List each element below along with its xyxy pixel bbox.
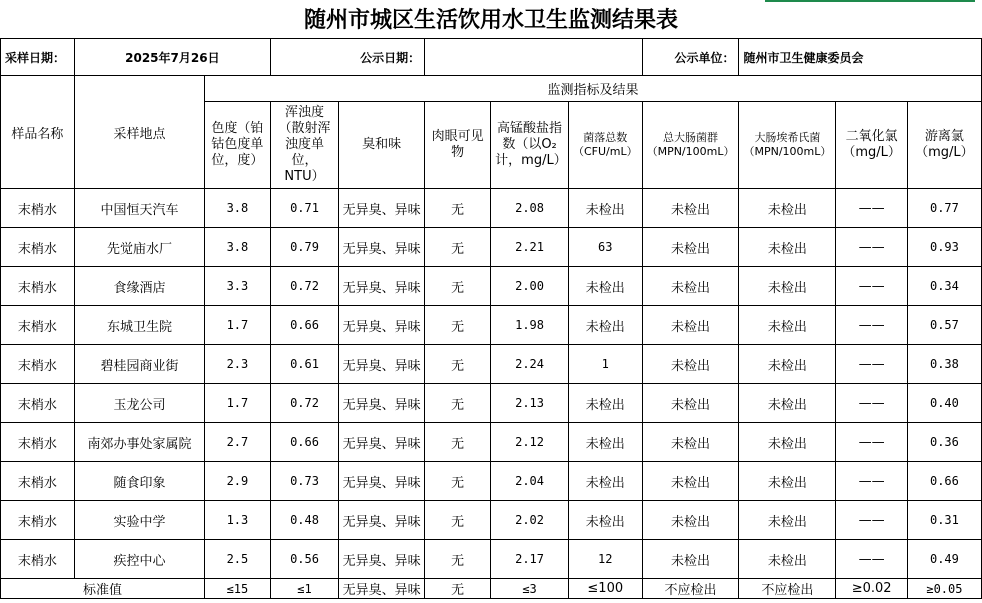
cell-odor: 无异臭、异味 xyxy=(339,384,425,423)
cell-sample-location: 实验中学 xyxy=(74,501,204,540)
cell-total-coliforms: 未检出 xyxy=(642,345,739,384)
cell-e-coli: 未检出 xyxy=(739,501,836,540)
cell-odor: 无异臭、异味 xyxy=(339,228,425,267)
cell-free-chlorine: 0.49 xyxy=(907,540,981,579)
cell-free-chlorine: 0.36 xyxy=(907,423,981,462)
cell-total-coliforms: 未检出 xyxy=(642,540,739,579)
cell-sample-location: 疾控中心 xyxy=(74,540,204,579)
cell-sample-name: 末梢水 xyxy=(1,384,75,423)
cell-sample-location: 随食印象 xyxy=(74,462,204,501)
cell-permanganate-index: 2.04 xyxy=(491,462,569,501)
header-odor: 臭和味 xyxy=(339,102,425,189)
cell-color: 3.8 xyxy=(205,189,271,228)
cell-turbidity: 0.61 xyxy=(270,345,338,384)
cell-free-chlorine: ≥0.05 xyxy=(907,579,981,599)
cell-sample-name: 末梢水 xyxy=(1,306,75,345)
cell-total-coliforms: 未检出 xyxy=(642,384,739,423)
cell-color: 3.8 xyxy=(205,228,271,267)
cell-e-coli: 未检出 xyxy=(739,384,836,423)
meta-row xyxy=(1,39,982,76)
cell-sample-location: 东城卫生院 xyxy=(74,306,204,345)
cell-e-coli: 未检出 xyxy=(739,306,836,345)
cell-color: 1.7 xyxy=(205,384,271,423)
cell-sample-name: 末梢水 xyxy=(1,423,75,462)
cell-free-chlorine: 0.31 xyxy=(907,501,981,540)
cell-total-coliforms: 不应检出 xyxy=(642,579,739,599)
cell-e-coli: 未检出 xyxy=(739,423,836,462)
cell-odor: 无异臭、异味 xyxy=(339,501,425,540)
cell-total-coliforms: 未检出 xyxy=(642,462,739,501)
cell-odor: 无异臭、异味 xyxy=(339,579,425,599)
header-colony-count: 菌落总数（CFU/mL） xyxy=(568,102,642,189)
page-title: 随州市城区生活饮用水卫生监测结果表 xyxy=(0,0,982,39)
cell-colony-count: 未检出 xyxy=(568,501,642,540)
cell-colony-count: 63 xyxy=(568,228,642,267)
cell-e-coli: 未检出 xyxy=(739,189,836,228)
cell-colony-count: 未检出 xyxy=(568,267,642,306)
cell-turbidity: 0.79 xyxy=(270,228,338,267)
cell-free-chlorine: 0.66 xyxy=(907,462,981,501)
cell-colony-count: 未检出 xyxy=(568,462,642,501)
cell-visible-matter: 无 xyxy=(425,189,491,228)
cell-visible-matter: 无 xyxy=(425,306,491,345)
cell-sample-name: 末梢水 xyxy=(1,267,75,306)
cell-color: ≤15 xyxy=(205,579,271,599)
cell-turbidity: 0.72 xyxy=(270,384,338,423)
cell-chlorine-dioxide: —— xyxy=(836,423,907,462)
cell-color: 2.3 xyxy=(205,345,271,384)
cell-odor: 无异臭、异味 xyxy=(339,189,425,228)
table-row xyxy=(1,345,982,384)
cell-sample-name: 末梢水 xyxy=(1,345,75,384)
table-row xyxy=(1,267,982,306)
cell-free-chlorine: 0.34 xyxy=(907,267,981,306)
header-total-coliforms: 总大肠菌群（MPN/100mL） xyxy=(642,102,739,189)
cell-sample-name: 末梢水 xyxy=(1,189,75,228)
cell-e-coli: 未检出 xyxy=(739,462,836,501)
cell-turbidity: 0.56 xyxy=(270,540,338,579)
cell-sample-location: 食缘酒店 xyxy=(74,267,204,306)
cell-turbidity: 0.73 xyxy=(270,462,338,501)
cell-permanganate-index: ≤3 xyxy=(491,579,569,599)
cell-total-coliforms: 未检出 xyxy=(642,423,739,462)
cell-sample-name: 末梢水 xyxy=(1,501,75,540)
cell-chlorine-dioxide: —— xyxy=(836,501,907,540)
cell-sample-location: 碧桂园商业街 xyxy=(74,345,204,384)
header-sample-name: 样品名称 xyxy=(1,76,75,189)
cell-chlorine-dioxide: ≥0.02 xyxy=(836,579,907,599)
cell-colony-count: 未检出 xyxy=(568,306,642,345)
table-row xyxy=(1,189,982,228)
cell-permanganate-index: 2.12 xyxy=(491,423,569,462)
cell-odor: 无异臭、异味 xyxy=(339,345,425,384)
table-row xyxy=(1,540,982,579)
table-row xyxy=(1,501,982,540)
cell-total-coliforms: 未检出 xyxy=(642,228,739,267)
cell-chlorine-dioxide: —— xyxy=(836,540,907,579)
cell-turbidity: 0.71 xyxy=(270,189,338,228)
cell-permanganate-index: 1.98 xyxy=(491,306,569,345)
cell-turbidity: 0.48 xyxy=(270,501,338,540)
cell-odor: 无异臭、异味 xyxy=(339,306,425,345)
cell-odor: 无异臭、异味 xyxy=(339,267,425,306)
cell-chlorine-dioxide: —— xyxy=(836,345,907,384)
header-visible-matter: 肉眼可见物 xyxy=(425,102,491,189)
cell-turbidity: 0.72 xyxy=(270,267,338,306)
cell-color: 1.3 xyxy=(205,501,271,540)
cell-permanganate-index: 2.02 xyxy=(491,501,569,540)
publish-unit-value: 随州市卫生健康委员会 xyxy=(739,39,982,76)
cell-sample-name: 末梢水 xyxy=(1,540,75,579)
cell-sample-name: 末梢水 xyxy=(1,462,75,501)
cell-free-chlorine: 0.38 xyxy=(907,345,981,384)
cell-permanganate-index: 2.00 xyxy=(491,267,569,306)
cell-chlorine-dioxide: —— xyxy=(836,306,907,345)
cell-visible-matter: 无 xyxy=(425,267,491,306)
header-permanganate-index: 高锰酸盐指数（以O₂计，mg/L） xyxy=(491,102,569,189)
cell-permanganate-index: 2.17 xyxy=(491,540,569,579)
cell-permanganate-index: 2.21 xyxy=(491,228,569,267)
cell-visible-matter: 无 xyxy=(425,384,491,423)
cell-free-chlorine: 0.93 xyxy=(907,228,981,267)
cell-color: 3.3 xyxy=(205,267,271,306)
results-table xyxy=(0,38,982,599)
cell-odor: 无异臭、异味 xyxy=(339,423,425,462)
cell-visible-matter: 无 xyxy=(425,228,491,267)
cell-chlorine-dioxide: —— xyxy=(836,189,907,228)
cell-free-chlorine: 0.77 xyxy=(907,189,981,228)
cell-chlorine-dioxide: —— xyxy=(836,228,907,267)
cell-odor: 无异臭、异味 xyxy=(339,462,425,501)
cell-sample-location: 南郊办事处家属院 xyxy=(74,423,204,462)
cell-permanganate-index: 2.13 xyxy=(491,384,569,423)
cell-e-coli: 不应检出 xyxy=(739,579,836,599)
cell-colony-count: ≤100 xyxy=(568,579,642,599)
cell-colony-count: 未检出 xyxy=(568,384,642,423)
cell-visible-matter: 无 xyxy=(425,345,491,384)
cell-colony-count: 1 xyxy=(568,345,642,384)
sample-date-value: 2025年7月26日 xyxy=(74,39,270,76)
table-row xyxy=(1,228,982,267)
cell-odor: 无异臭、异味 xyxy=(339,540,425,579)
cell-visible-matter: 无 xyxy=(425,579,491,599)
standard-label: 标准值 xyxy=(1,579,205,599)
cell-color: 1.7 xyxy=(205,306,271,345)
cell-free-chlorine: 0.40 xyxy=(907,384,981,423)
header-free-chlorine: 游离氯（mg/L） xyxy=(907,102,981,189)
cell-e-coli: 未检出 xyxy=(739,345,836,384)
cell-chlorine-dioxide: —— xyxy=(836,384,907,423)
cell-colony-count: 未检出 xyxy=(568,423,642,462)
cell-total-coliforms: 未检出 xyxy=(642,189,739,228)
header-e-coli: 大肠埃希氏菌（MPN/100mL） xyxy=(739,102,836,189)
cell-sample-location: 先觉庙水厂 xyxy=(74,228,204,267)
header-sample-location: 采样地点 xyxy=(74,76,204,189)
cell-visible-matter: 无 xyxy=(425,423,491,462)
table-row xyxy=(1,423,982,462)
cell-total-coliforms: 未检出 xyxy=(642,306,739,345)
cell-total-coliforms: 未检出 xyxy=(642,267,739,306)
cell-permanganate-index: 2.08 xyxy=(491,189,569,228)
cell-e-coli: 未检出 xyxy=(739,540,836,579)
cell-color: 2.5 xyxy=(205,540,271,579)
cell-e-coli: 未检出 xyxy=(739,228,836,267)
cell-turbidity: 0.66 xyxy=(270,306,338,345)
header-group-row xyxy=(1,76,982,102)
cell-turbidity: ≤1 xyxy=(270,579,338,599)
publish-unit-label: 公示单位： xyxy=(642,39,739,76)
standard-row xyxy=(1,579,982,599)
cell-chlorine-dioxide: —— xyxy=(836,267,907,306)
cell-visible-matter: 无 xyxy=(425,462,491,501)
cell-turbidity: 0.66 xyxy=(270,423,338,462)
cell-visible-matter: 无 xyxy=(425,540,491,579)
header-chlorine-dioxide: 二氧化氯（mg/L） xyxy=(836,102,907,189)
cell-free-chlorine: 0.57 xyxy=(907,306,981,345)
cell-sample-location: 中国恒天汽车 xyxy=(74,189,204,228)
publish-date-value xyxy=(425,39,642,76)
cell-color: 2.7 xyxy=(205,423,271,462)
table-row xyxy=(1,306,982,345)
cell-sample-location: 玉龙公司 xyxy=(74,384,204,423)
sample-date-label: 采样日期： xyxy=(1,39,75,76)
table-row xyxy=(1,462,982,501)
header-color: 色度（铂钴色度单位，度） xyxy=(205,102,271,189)
cell-visible-matter: 无 xyxy=(425,501,491,540)
header-group: 监测指标及结果 xyxy=(205,76,982,102)
header-turbidity: 浑浊度（散射浑浊度单位，NTU） xyxy=(270,102,338,189)
table-row xyxy=(1,384,982,423)
cell-colony-count: 12 xyxy=(568,540,642,579)
publish-date-label: 公示日期： xyxy=(270,39,424,76)
cell-e-coli: 未检出 xyxy=(739,267,836,306)
cell-permanganate-index: 2.24 xyxy=(491,345,569,384)
cell-colony-count: 未检出 xyxy=(568,189,642,228)
cell-color: 2.9 xyxy=(205,462,271,501)
cell-total-coliforms: 未检出 xyxy=(642,501,739,540)
cell-sample-name: 末梢水 xyxy=(1,228,75,267)
cell-chlorine-dioxide: —— xyxy=(836,462,907,501)
